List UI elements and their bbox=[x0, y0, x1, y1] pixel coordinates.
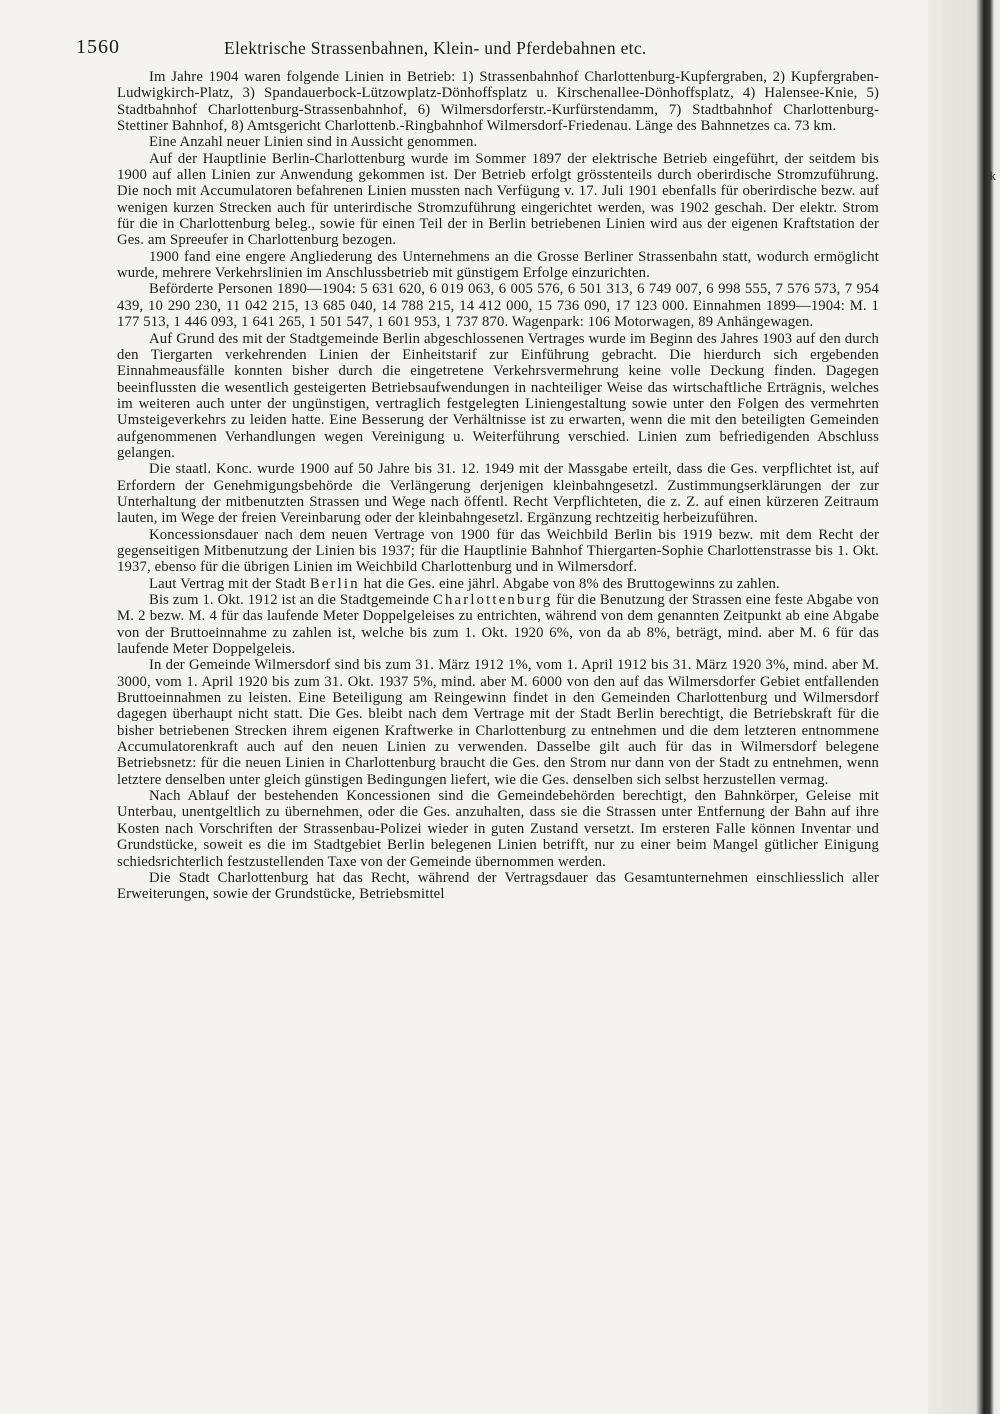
page-header bbox=[76, 36, 876, 60]
paragraph-concession-duration: Koncessionsdauer nach dem neuen Vertrage von 1900 für das Weichbild Berlin bis 1919 bezw. mit dem Recht der gegenseitigen Mitbenutzung der Linien bis 1937; für die Hauptlinie Bahnhof Thiergarten-Sophie Charlottenstrasse bis 1. Okt. 1937, ebenso für die übrigen Linien im Weichbild Charlottenburg und in Wilmersdorf. bbox=[117, 526, 879, 576]
text-segment: Bis zum 1. Okt. 1912 ist an die Stadtgemeinde bbox=[149, 592, 433, 608]
paragraph-affiliation-1900: 1900 fand eine engere Angliederung des Unternehmens an die Grosse Berliner Strassenbahn statt, wodurch ermöglicht wurde, mehrere Verkehrslinien im Anschlussbetrieb mit günstigem Erfolge einzurichten. bbox=[117, 248, 879, 282]
body-text bbox=[117, 69, 879, 903]
paragraph-concession: Die staatl. Konc. wurde 1900 auf 50 Jahre bis 31. 12. 1949 mit der Massgabe erteilt, dass die Ges. verpflichtet ist, auf Erfordern der Genehmigungsbehörde die Verlängerung derjenigen kleinbahngesetzl. Zustimmungserklärungen der zur Unterhaltung der mitbenutzten Strassen und Wege nach öffentl. Recht Verpflichteten, die z. Z. auf einen kürzeren Zeitraum lauten, im Wege der freien Vereinbarung oder der kleinbahngesetzl. Ergänzung rechtzeitig herbeizuführen. bbox=[117, 461, 879, 527]
paragraph-electric-operation: Auf der Hauptlinie Berlin-Charlottenburg wurde im Sommer 1897 der elektrische Betrieb eingeführt, der seitdem bis 1900 auf allen Linien zur Anwendung gekommen ist. Der Betrieb erfolgt grösstenteils durch oberirdische Stromzuführung. Die noch mit Accumulatoren befahrenen Linien mussten nach Verfügung v. 17. Juli 1901 ebenfalls für oberirdische bezw. auf wenigen kurzen Strecken auch für unterirdische Stromzuführung eingerichtet werden, was 1902 geschah. Der elektr. Strom für die in Charlottenburg beleg., sowie für einen Teil der in Berlin betriebenen Linien wird aus der eigenen Kraftstation der Ges. am Spreeufer in Charlottenburg bezogen. bbox=[117, 150, 879, 249]
edge-letter: k bbox=[989, 168, 996, 183]
page-edge bbox=[928, 0, 1000, 1414]
text-segment: hat die Ges. eine jährl. Abgabe von 8% des Bruttogewinns zu zahlen. bbox=[359, 575, 780, 592]
city-name-berlin: Berlin bbox=[309, 575, 360, 592]
paragraph-acquisition-right: Die Stadt Charlottenburg hat das Recht, während der Vertragsdauer das Gesamtunternehmen einschliesslich aller Erweiterungen, sowie der Grundstücke, Betriebsmittel bbox=[117, 869, 879, 903]
paragraph-berlin-levy bbox=[117, 576, 879, 592]
paragraph-uniform-tariff: Auf Grund des mit der Stadtgemeinde Berlin abgeschlossenen Vertrages wurde im Beginn des Jahres 1903 auf den durch den Tiergarten verkehrenden Linien der Einheitstarif zur Einführung gebracht. Die hierdurch sich ergebenden Einnahmeausfälle konnten bisher durch die eingetretene Verkehrsvermehrung keine volle Deckung finden. Dagegen beeinflussten die wesentlich gesteigerten Betriebsaufwendungen in nachteiliger Weise das wirtschaftliche Erträgnis, welches im weiteren auch unter der ungünstigen, vertraglich festgelegten Liniengestaltung sowie unter den Folgen des vermehrten Umsteigeverkehrs zu leiden hatte. Eine Besserung der Verhältnisse ist zu erwarten, wenn die mit den beteiligten Gemeinden aufgenommenen Verhandlungen wegen Vereinigung u. Weiterführung verschied. Linien zum befriedigenden Abschluss gelangen. bbox=[117, 330, 879, 461]
paragraph-charlottenburg-levy bbox=[117, 592, 879, 657]
paragraph-new-lines: Eine Anzahl neuer Linien sind in Aussicht genommen. bbox=[149, 134, 478, 151]
text-segment: für die Benutzung der Strassen eine feste Abgabe von M. 2 bezw. M. 4 für das laufende Meter Doppelgeleises zu entrichten, während von dem genannten Zeitpunkt ab eine Abgabe von der Bruttoeinnahme zu zahlen ist, welche bis zum 1. Okt. 1920 6%, von da ab 8%, beträgt, mind. aber M. 6 für das laufende Meter Doppelgeleis. bbox=[117, 592, 879, 658]
paragraph-expiry: Nach Ablauf der bestehenden Koncessionen sind die Gemeindebehörden berechtigt, den Bahnkörper, Geleise mit Unterbau, unentgeltlich zu übernehmen, oder die Ges. anzuhalten, dass sie die Strassen unter Entfernung der Bahn auf ihre Kosten nach Vorschriften der Strassenbau-Polizei wieder in guten Zustand versetzt. Im ersteren Falle können Inventar und Grundstücke, soweit es die im Stadtgebiet Berlin belegenen Linien betrifft, nur zu einer beim Mangel gütlicher Einigung schiedsrichterlich festzustellenden Taxe von der Gemeinde übernommen werden. bbox=[117, 788, 879, 870]
page-number: 1560 bbox=[76, 36, 120, 58]
paragraph-wilmersdorf: In der Gemeinde Wilmersdorf sind bis zum 31. März 1912 1%, vom 1. April 1912 bis 31. März 1920 3%, mind. aber M. 3000, vom 1. April 1920 bis zum 31. Okt. 1937 5%, mind. aber M. 6000 von den auf das Wilmersdorfer Gebiet entfallenden Bruttoeinnahmen zu leisten. Eine Beteiligung am Reingewinn findet in den Gemeinden Charlottenburg und Wilmersdorf dagegen überhaupt nicht statt. Die Ges. bleibt nach dem Vertrage mit der Stadt Berlin berechtigt, die Betriebskraft für die bisher betriebenen Strecken ihrem eigenen Kraftwerke in Charlottenburg zu entnehmen und die dem letzteren entnommene Accumulatorenkraft auch auf den neuen Linien zu verwenden. Dasselbe gilt auch für das in Wilmersdorf belegene Betriebsnetz: für die neuen Linien in Charlottenburg braucht die Ges. den Strom nur dann von der Stadt zu entnehmen, wenn letztere denselben unter gleich günstigen Bedingungen liefert, wie die Ges. denselben sich selbst herzustellen vermag. bbox=[117, 657, 879, 788]
running-title: Elektrische Strassenbahnen, Klein- und Pferdebahnen etc. bbox=[224, 38, 647, 58]
text-segment: Laut Vertrag mit der Stadt bbox=[149, 575, 310, 592]
paragraph-lines-1904: Im Jahre 1904 waren folgende Linien in Betrieb: 1) Strassenbahnhof Charlottenburg-Kupfergraben, 2) Kupfergraben-Ludwigkirch-Platz, 3) Spandauerbock-Lützowplatz-Dönhoffsplatz u. Kirschenallee-Dönhoffsplatz, 4) Halensee-Knie, 5) Stadtbahnhof Charlottenburg-Strassenbahnhof, 6) Wilmersdorferstr.-Kurfürstendamm, 7) Stadtbahnhof Charlottenburg-Stettiner Bahnhof, 8) Amtsgericht Charlottenb.-Ringbahnhof Wilmersdorf-Friedenau. Länge des Bahnnetzes ca. 73 km. bbox=[117, 69, 879, 135]
city-name-charlottenburg: Charlottenburg bbox=[432, 592, 553, 608]
paragraph-passengers-revenue: Beförderte Personen 1890—1904: 5 631 620, 6 019 063, 6 005 576, 6 501 313, 6 749 007, 6 998 555, 7 576 573, 7 954 439, 10 290 230, 11 042 215, 13 685 040, 14 788 215, 14 412 000, 15 736 090, 17 123 000. Einnahmen 1899—1904: M. 1 177 513, 1 446 093, 1 641 265, 1 501 547, 1 601 953, 1 737 870. Wagenpark: 106 Motorwagen, 89 Anhängewagen. bbox=[117, 281, 879, 331]
